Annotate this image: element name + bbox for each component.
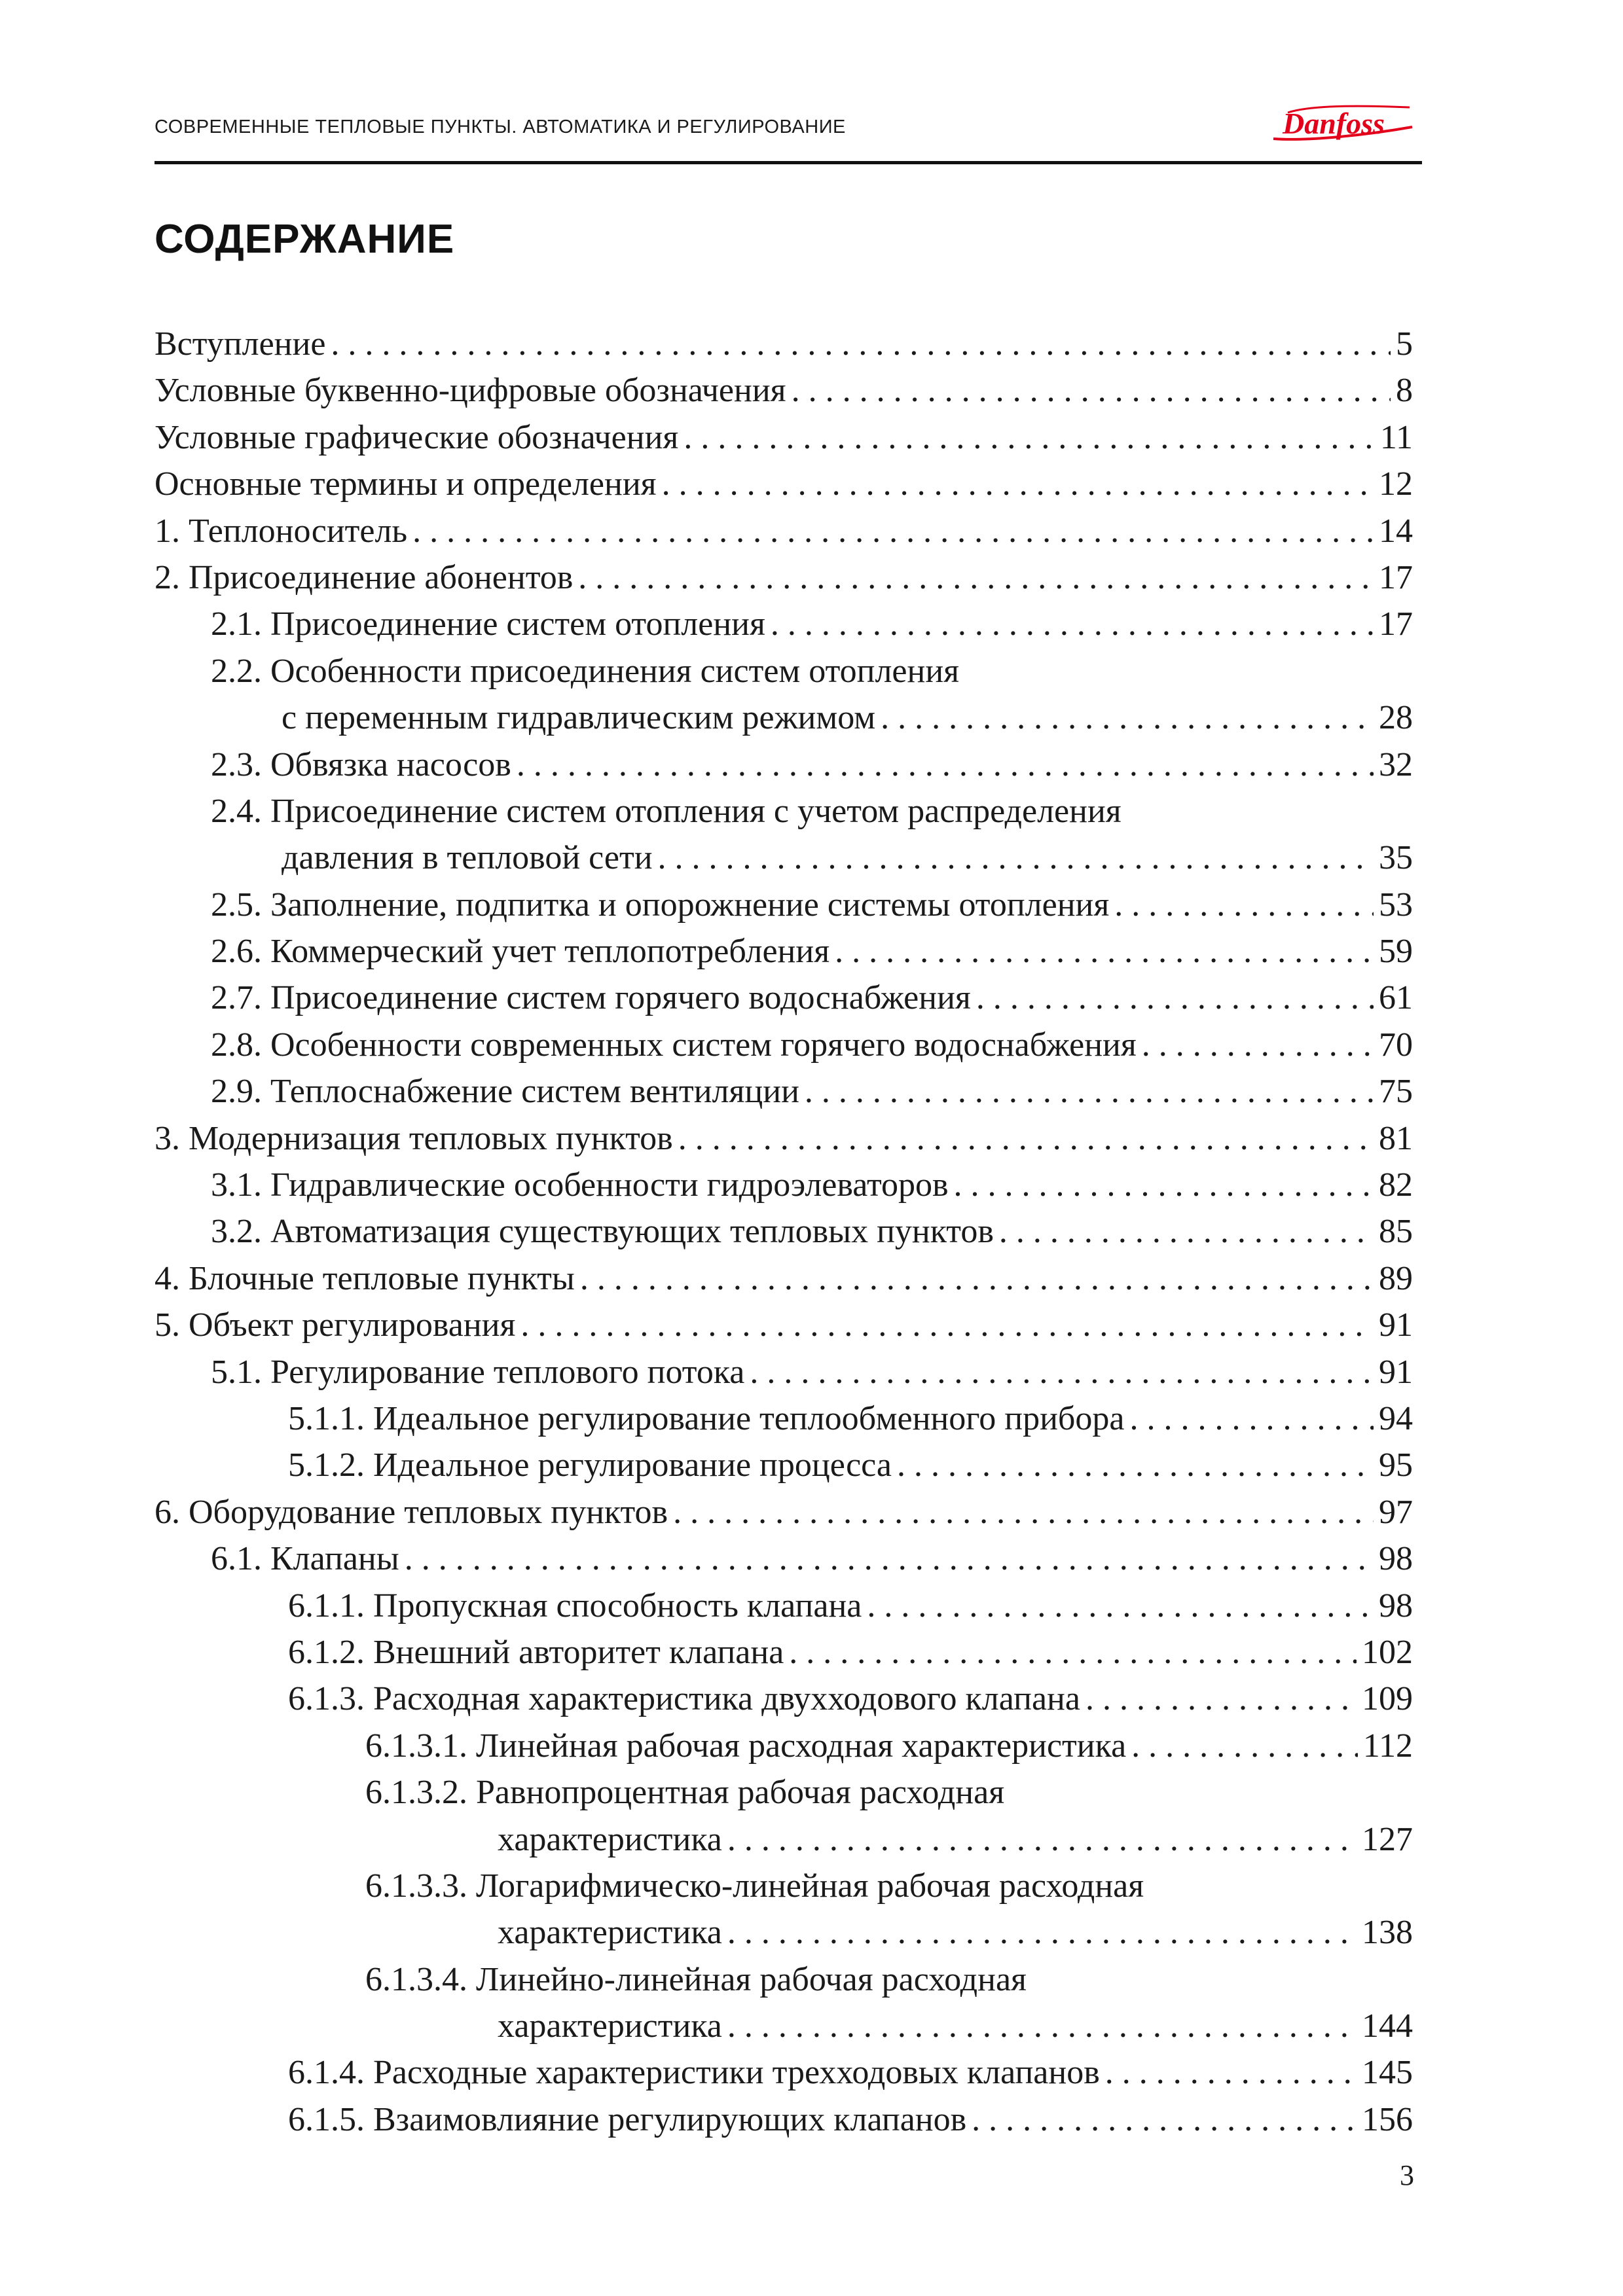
toc-entry-title: 6.1.3. Расходная характеристика двухходового клапана bbox=[288, 1680, 1080, 1718]
toc-entry-page: 89 bbox=[1379, 1259, 1413, 1297]
toc-leader-dots bbox=[972, 2096, 1357, 2143]
toc-entry[interactable] bbox=[155, 1956, 1413, 2003]
toc-entry-title: 2.9. Теплоснабжение систем вентиляции bbox=[211, 1073, 799, 1111]
toc-entry-page: 98 bbox=[1379, 1587, 1413, 1624]
toc-entry-page: 102 bbox=[1362, 1633, 1413, 1671]
toc-leader-dots bbox=[897, 1442, 1374, 1488]
toc-entry-title: Условные буквенно-цифровые обозначения bbox=[155, 372, 786, 410]
toc-entry[interactable] bbox=[155, 2049, 1413, 2096]
toc-entry[interactable] bbox=[155, 1535, 1413, 1582]
toc-leader-dots bbox=[673, 1489, 1374, 1535]
toc-leader-dots bbox=[1105, 2049, 1357, 2096]
toc-entry-page: 94 bbox=[1379, 1399, 1413, 1437]
toc-entry-page: 97 bbox=[1379, 1493, 1413, 1531]
toc-entry[interactable] bbox=[155, 508, 1413, 554]
toc-entry-page: 91 bbox=[1379, 1306, 1413, 1344]
toc-entry[interactable] bbox=[155, 414, 1413, 461]
toc-leader-dots bbox=[331, 321, 1391, 367]
toc-entry-title: 2.4. Присоединение систем отопления с учетом распределения bbox=[211, 792, 1122, 830]
running-header bbox=[155, 98, 1422, 164]
toc-entry-title: 6.1.3.4. Линейно-линейная рабочая расходная bbox=[365, 1960, 1027, 1998]
toc-leader-dots bbox=[520, 1302, 1374, 1348]
toc-entry-title: 6.1.5. Взаимовлияние регулирующих клапанов bbox=[288, 2100, 967, 2138]
toc-entry-page: 75 bbox=[1379, 1073, 1413, 1111]
toc-entry-title: характеристика bbox=[498, 2007, 722, 2045]
toc-entry-page: 112 bbox=[1362, 1727, 1413, 1765]
toc-entry-page: 5 bbox=[1396, 325, 1413, 363]
toc-leader-dots bbox=[727, 1816, 1357, 1863]
toc-entry-continuation[interactable] bbox=[155, 2003, 1413, 2049]
toc-entry[interactable] bbox=[155, 928, 1413, 975]
toc-entry-title: 3.2. Автоматизация существующих тепловых пунктов bbox=[211, 1213, 994, 1251]
toc-entry[interactable] bbox=[155, 1068, 1413, 1115]
toc-entry-title: 6.1.3.1. Линейная рабочая расходная характеристика bbox=[365, 1727, 1127, 1765]
toc-leader-dots bbox=[580, 1255, 1374, 1302]
toc-leader-dots bbox=[750, 1349, 1374, 1395]
toc-entry-title: 2.1. Присоединение систем отопления bbox=[211, 605, 765, 643]
toc-entry-page: 109 bbox=[1362, 1680, 1413, 1718]
toc-entry-title: 2.5. Заполнение, подпитка и опорожнение системы отопления bbox=[211, 886, 1110, 924]
toc-entry-page: 98 bbox=[1379, 1540, 1413, 1578]
toc-leader-dots bbox=[771, 601, 1374, 647]
toc-leader-dots bbox=[727, 1909, 1357, 1956]
toc-entry-title: 6. Оборудование тепловых пунктов bbox=[155, 1493, 668, 1531]
toc-entry[interactable] bbox=[155, 601, 1413, 647]
toc-entry-title: 2. Присоединение абонентов bbox=[155, 558, 574, 596]
toc-entry-title: 4. Блочные тепловые пункты bbox=[155, 1259, 575, 1297]
toc-entry-title: 6.1.2. Внешний авторитет клапана bbox=[288, 1633, 784, 1671]
toc-entry-title: характеристика bbox=[498, 1914, 722, 1952]
toc-entry-page: 28 bbox=[1379, 699, 1413, 737]
toc-leader-dots bbox=[1129, 1395, 1374, 1442]
toc-entry-page: 91 bbox=[1379, 1353, 1413, 1391]
toc-entry-page: 127 bbox=[1362, 1820, 1413, 1858]
toc-entry[interactable] bbox=[155, 1115, 1413, 1162]
toc-leader-dots bbox=[792, 367, 1391, 414]
toc-entry[interactable] bbox=[155, 461, 1413, 507]
toc-entry[interactable] bbox=[155, 882, 1413, 928]
toc-entry[interactable] bbox=[155, 2096, 1413, 2143]
toc-entry-page: 144 bbox=[1362, 2007, 1413, 2045]
toc-entry-title: 5.1.1. Идеальное регулирование теплообменного прибора bbox=[288, 1399, 1125, 1437]
toc-entry-page: 53 bbox=[1379, 886, 1413, 924]
toc-leader-dots bbox=[976, 975, 1374, 1021]
toc-entry-page: 32 bbox=[1379, 745, 1413, 783]
toc-entry-title: 6.1.3.2. Равнопроцентная рабочая расходная bbox=[365, 1774, 1005, 1812]
toc-entry[interactable] bbox=[155, 1022, 1413, 1068]
toc-entry[interactable] bbox=[155, 1863, 1413, 1909]
toc-entry-title: Вступление bbox=[155, 325, 326, 363]
toc-entry-title: 6.1. Клапаны bbox=[211, 1540, 399, 1578]
toc-entry-title: давления в тепловой сети bbox=[282, 839, 653, 877]
toc-leader-dots bbox=[999, 1208, 1374, 1255]
toc-entry[interactable] bbox=[155, 1769, 1413, 1816]
toc-leader-dots bbox=[412, 508, 1374, 554]
toc-entry[interactable] bbox=[155, 975, 1413, 1021]
toc-leader-dots bbox=[805, 1068, 1374, 1115]
toc-entry-title: 5.1. Регулирование теплового потока bbox=[211, 1353, 745, 1391]
toc-entry-title: 2.3. Обвязка насосов bbox=[211, 745, 511, 783]
toc-entry-continuation[interactable] bbox=[155, 1909, 1413, 1956]
toc-entry[interactable] bbox=[155, 1208, 1413, 1255]
toc-entry-title: 3. Модернизация тепловых пунктов bbox=[155, 1119, 673, 1157]
toc-entry[interactable] bbox=[155, 1395, 1413, 1442]
toc-entry-title: 6.1.3.3. Логарифмическо-линейная рабочая расходная bbox=[365, 1867, 1144, 1905]
toc-entry-page: 85 bbox=[1379, 1213, 1413, 1251]
toc-leader-dots bbox=[1142, 1022, 1374, 1068]
toc-entry-page: 17 bbox=[1379, 558, 1413, 596]
danfoss-logo bbox=[1269, 101, 1417, 148]
toc-entry-title: 3.1. Гидравлические особенности гидроэлеваторов bbox=[211, 1166, 949, 1204]
page-number: 3 bbox=[1400, 2159, 1414, 2191]
toc-leader-dots bbox=[1131, 1723, 1358, 1769]
toc-entry[interactable] bbox=[155, 788, 1413, 834]
toc-leader-dots bbox=[789, 1629, 1357, 1676]
toc-entry-page: 35 bbox=[1379, 839, 1413, 877]
toc-entry-page: 82 bbox=[1379, 1166, 1413, 1204]
toc-entry-page: 70 bbox=[1379, 1026, 1413, 1064]
toc-entry[interactable] bbox=[155, 321, 1413, 367]
toc-entry-title: 6.1.4. Расходные характеристики трехходовых клапанов bbox=[288, 2054, 1100, 2092]
toc-entry-page: 138 bbox=[1362, 1914, 1413, 1952]
toc-entry-title: 1. Теплоноситель bbox=[155, 512, 408, 550]
toc-leader-dots bbox=[678, 1115, 1374, 1162]
header-rule bbox=[155, 161, 1422, 164]
toc-entry-title: 2.7. Присоединение систем горячего водоснабжения bbox=[211, 979, 971, 1017]
toc-entry-title: 6.1.1. Пропускная способность клапана bbox=[288, 1587, 862, 1624]
toc-entry-title: 2.2. Особенности присоединения систем отопления bbox=[211, 652, 960, 690]
toc-entry-page: 145 bbox=[1362, 2054, 1413, 2092]
toc-entry-continuation[interactable] bbox=[155, 834, 1413, 881]
toc-entry-title: Основные термины и определения bbox=[155, 465, 657, 503]
toc-entry-title: Условные графические обозначения bbox=[155, 418, 679, 456]
toc-entry-continuation[interactable] bbox=[155, 694, 1413, 741]
toc-leader-dots bbox=[881, 694, 1374, 741]
toc-entry[interactable] bbox=[155, 1723, 1413, 1769]
toc-entry-page: 61 bbox=[1379, 979, 1413, 1017]
toc-leader-dots bbox=[1114, 882, 1374, 928]
toc-entry[interactable] bbox=[155, 742, 1413, 788]
running-header-title: СОВРЕМЕННЫЕ ТЕПЛОВЫЕ ПУНКТЫ. АВТОМАТИКА И РЕГУЛИРОВАНИЕ bbox=[155, 117, 846, 137]
toc-leader-dots bbox=[684, 414, 1375, 461]
toc-entry-page: 95 bbox=[1379, 1446, 1413, 1484]
toc-leader-dots bbox=[1085, 1676, 1357, 1722]
toc-entry[interactable] bbox=[155, 1676, 1413, 1722]
toc-entry-continuation[interactable] bbox=[155, 1816, 1413, 1863]
toc-leader-dots bbox=[578, 554, 1374, 601]
toc-leader-dots bbox=[867, 1583, 1374, 1629]
toc-entry[interactable] bbox=[155, 367, 1413, 414]
toc-entry[interactable] bbox=[155, 1255, 1413, 1302]
toc-entry[interactable] bbox=[155, 554, 1413, 601]
toc-entry-page: 8 bbox=[1396, 372, 1413, 410]
toc-entry[interactable] bbox=[155, 1349, 1413, 1395]
toc-leader-dots bbox=[662, 461, 1374, 507]
toc-entry-page: 156 bbox=[1362, 2100, 1413, 2138]
toc-entry[interactable] bbox=[155, 1442, 1413, 1488]
toc-entry-page: 59 bbox=[1379, 933, 1413, 971]
table-of-contents bbox=[155, 321, 1413, 2143]
toc-entry[interactable] bbox=[155, 1629, 1413, 1676]
toc-entry-page: 14 bbox=[1379, 512, 1413, 550]
toc-entry-title: характеристика bbox=[498, 1820, 722, 1858]
toc-entry-title: 5.1.2. Идеальное регулирование процесса bbox=[288, 1446, 892, 1484]
toc-leader-dots bbox=[954, 1162, 1374, 1208]
toc-entry-title: с переменным гидравлическим режимом bbox=[282, 699, 876, 737]
toc-entry-title: 2.6. Коммерческий учет теплопотребления bbox=[211, 933, 830, 971]
toc-entry[interactable] bbox=[155, 1489, 1413, 1535]
toc-entry-page: 11 bbox=[1379, 418, 1413, 456]
toc-entry-title: 2.8. Особенности современных систем горячего водоснабжения bbox=[211, 1026, 1137, 1064]
toc-entry[interactable] bbox=[155, 648, 1413, 694]
toc-leader-dots bbox=[658, 834, 1374, 881]
toc-leader-dots bbox=[517, 742, 1374, 788]
toc-entry[interactable] bbox=[155, 1583, 1413, 1629]
toc-entry[interactable] bbox=[155, 1302, 1413, 1348]
toc-leader-dots bbox=[835, 928, 1374, 975]
toc-leader-dots bbox=[727, 2003, 1357, 2049]
toc-entry-page: 81 bbox=[1379, 1119, 1413, 1157]
toc-leader-dots bbox=[405, 1535, 1374, 1582]
toc-entry-page: 17 bbox=[1379, 605, 1413, 643]
svg-text:Danfoss: Danfoss bbox=[1283, 107, 1385, 140]
toc-entry-page: 12 bbox=[1379, 465, 1413, 503]
toc-entry[interactable] bbox=[155, 1162, 1413, 1208]
toc-entry-title: 5. Объект регулирования bbox=[155, 1306, 516, 1344]
page-title: СОДЕРЖАНИЕ bbox=[155, 217, 455, 262]
